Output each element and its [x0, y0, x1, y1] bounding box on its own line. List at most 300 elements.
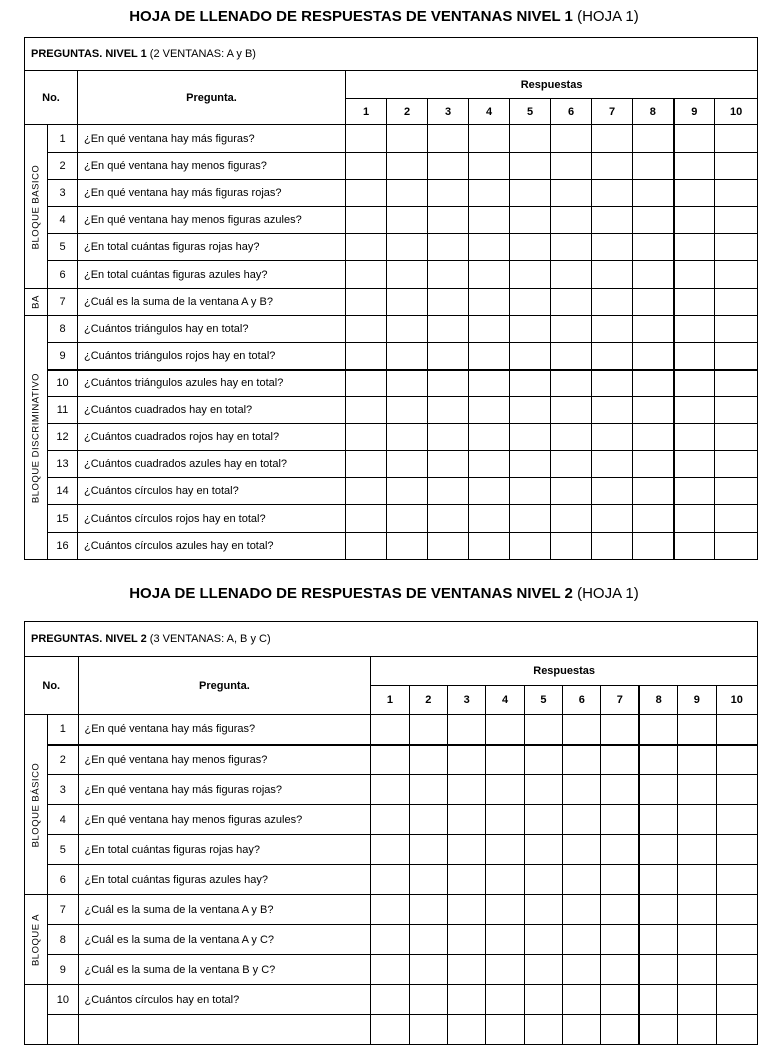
sheet1-answer-cell[interactable]	[469, 153, 510, 180]
sheet2-answer-cell[interactable]	[524, 865, 562, 895]
sheet1-answer-cell[interactable]	[346, 261, 387, 289]
sheet1-answer-cell[interactable]	[551, 370, 592, 397]
sheet1-answer-cell[interactable]	[510, 397, 551, 424]
sheet1-answer-cell[interactable]	[674, 478, 715, 505]
sheet1-question-row	[25, 261, 758, 289]
sheet2-answer-cell[interactable]	[371, 775, 409, 805]
sheet2-answer-cell[interactable]	[486, 715, 524, 745]
sheet1-answer-cell[interactable]	[592, 478, 633, 505]
sheet1-answer-cell[interactable]	[633, 478, 674, 505]
sheet2-answer-cell[interactable]	[486, 805, 524, 835]
sheet1-answer-cell[interactable]	[674, 370, 715, 397]
sheet1-answer-cell[interactable]	[387, 261, 428, 289]
sheet2-answer-cell[interactable]	[716, 1015, 757, 1045]
sheet1-answer-cell[interactable]	[387, 505, 428, 533]
sheet2-answer-cell[interactable]	[486, 865, 524, 895]
sheet1-answer-cell[interactable]	[674, 234, 715, 261]
sheet1-answer-cell[interactable]	[674, 533, 715, 560]
sheet2-caption-normal: (3 VENTANAS: A, B y C)	[146, 633, 271, 645]
sheet1-question-row	[25, 234, 758, 261]
sheet1-answer-cell[interactable]	[469, 478, 510, 505]
sheet1-answer-cell[interactable]	[387, 316, 428, 343]
sheet2-answer-cell[interactable]	[371, 745, 409, 775]
sheet1-answer-cell[interactable]	[510, 289, 551, 316]
sheet2-answer-cell[interactable]	[486, 985, 524, 1015]
sheet2-answer-cell[interactable]	[486, 835, 524, 865]
sheet1-answer-cell[interactable]	[510, 316, 551, 343]
sheet1-answer-cell[interactable]	[551, 533, 592, 560]
sheet1-answer-number: 8	[633, 99, 674, 125]
sheet1-answer-cell[interactable]	[551, 316, 592, 343]
sheet1-answer-cell[interactable]	[387, 343, 428, 370]
sheet1-answer-cell[interactable]	[346, 505, 387, 533]
sheet2-answer-cell[interactable]	[409, 955, 447, 985]
sheet1-answer-cell[interactable]	[510, 207, 551, 234]
sheet1-answer-cell[interactable]	[510, 234, 551, 261]
sheet2-answer-cell[interactable]	[601, 985, 639, 1015]
sheet1-answer-cell[interactable]	[551, 478, 592, 505]
sheet2-answer-cell[interactable]	[716, 955, 757, 985]
sheet1-answer-cell[interactable]	[551, 505, 592, 533]
sheet1-answer-cell[interactable]	[715, 207, 758, 234]
sheet1-answer-cell[interactable]	[633, 153, 674, 180]
sheet1-answer-cell[interactable]	[715, 316, 758, 343]
sheet1-question-number: 5	[48, 234, 78, 261]
sheet1-answer-cell[interactable]	[592, 343, 633, 370]
sheet1-question-number: 2	[48, 153, 78, 180]
sheet1-answer-cell[interactable]	[428, 343, 469, 370]
sheet1-answer-cell[interactable]	[715, 234, 758, 261]
sheet2-answer-cell[interactable]	[524, 985, 562, 1015]
sheet1-answer-cell[interactable]	[428, 316, 469, 343]
sheet1-answer-cell[interactable]	[346, 234, 387, 261]
sheet1-answer-cell[interactable]	[510, 451, 551, 478]
sheet1-answer-cell[interactable]	[633, 424, 674, 451]
sheet2-answer-cell[interactable]	[409, 745, 447, 775]
sheet2-answer-cell[interactable]	[409, 835, 447, 865]
sheet2-answer-cell[interactable]	[601, 1015, 639, 1045]
sheet1-answer-cell[interactable]	[428, 125, 469, 153]
sheet1-answer-cell[interactable]	[674, 289, 715, 316]
sheet1-answer-cell[interactable]	[469, 125, 510, 153]
sheet2-answer-cell[interactable]	[371, 865, 409, 895]
sheet2-answer-cell[interactable]	[639, 925, 677, 955]
sheet1-answer-cell[interactable]	[592, 316, 633, 343]
sheet2-answer-cell[interactable]	[371, 955, 409, 985]
sheet1-answer-cell[interactable]	[674, 343, 715, 370]
sheet2-answer-cell[interactable]	[601, 925, 639, 955]
sheet2-answer-cell[interactable]	[639, 745, 677, 775]
sheet2-answer-cell[interactable]	[678, 805, 716, 835]
sheet2-answer-cell[interactable]	[524, 1015, 562, 1045]
sheet1-answer-cell[interactable]	[592, 234, 633, 261]
sheet2-answer-cell[interactable]	[409, 775, 447, 805]
sheet2-answer-cell[interactable]	[486, 745, 524, 775]
sheet1-answer-cell[interactable]	[346, 533, 387, 560]
sheet1-answer-cell[interactable]	[715, 533, 758, 560]
sheet1-answer-cell[interactable]	[469, 234, 510, 261]
sheet2-answer-cell[interactable]	[716, 985, 757, 1015]
sheet2-answer-cell[interactable]	[716, 805, 757, 835]
sheet2-answer-cell[interactable]	[448, 895, 486, 925]
sheet2-answer-cell[interactable]	[448, 955, 486, 985]
sheet2-answer-cell[interactable]	[524, 835, 562, 865]
sheet2-answer-cell[interactable]	[563, 925, 601, 955]
sheet2-answer-cell[interactable]	[371, 715, 409, 745]
sheet2-answer-cell[interactable]	[448, 985, 486, 1015]
sheet1-question-text: ¿Cuál es la suma de la ventana A y B?	[78, 289, 346, 316]
sheet2-answer-cell[interactable]	[678, 985, 716, 1015]
sheet1-answer-cell[interactable]	[633, 505, 674, 533]
sheet2-question-number: 7	[48, 895, 78, 925]
sheet2-answer-cell[interactable]	[448, 805, 486, 835]
sheet1-answer-cell[interactable]	[346, 125, 387, 153]
sheet1-answer-cell[interactable]	[510, 261, 551, 289]
sheet2-answer-cell[interactable]	[448, 835, 486, 865]
sheet2-answer-cell[interactable]	[678, 895, 716, 925]
sheet2-answer-cell[interactable]	[716, 745, 757, 775]
sheet1-answer-cell[interactable]	[715, 478, 758, 505]
sheet2-answer-cell[interactable]	[448, 1015, 486, 1045]
sheet1-answer-cell[interactable]	[633, 533, 674, 560]
sheet2-answer-cell[interactable]	[716, 895, 757, 925]
sheet1-block-label: BLOQUE DISCRIMINATIVO	[30, 372, 42, 503]
sheet2-answer-cell[interactable]	[716, 835, 757, 865]
sheet1-answer-cell[interactable]	[428, 180, 469, 207]
sheet2-answer-cell[interactable]	[563, 745, 601, 775]
sheet2-answer-cell[interactable]	[639, 985, 677, 1015]
sheet2-answer-cell[interactable]	[371, 895, 409, 925]
sheet1-answer-cell[interactable]	[592, 451, 633, 478]
sheet2-answer-cell[interactable]	[409, 715, 447, 745]
sheet1-answer-cell[interactable]	[715, 505, 758, 533]
sheet2-answer-cell[interactable]	[486, 775, 524, 805]
sheet1-answer-cell[interactable]	[633, 397, 674, 424]
sheet1-answer-cell[interactable]	[387, 234, 428, 261]
sheet2-answer-cell[interactable]	[716, 925, 757, 955]
sheet1-answer-cell[interactable]	[387, 207, 428, 234]
sheet2-answer-cell[interactable]	[486, 1015, 524, 1045]
sheet2-answer-cell[interactable]	[639, 865, 677, 895]
sheet2-answer-cell[interactable]	[601, 895, 639, 925]
sheet1-answer-cell[interactable]	[551, 180, 592, 207]
sheet2-answer-cell[interactable]	[524, 955, 562, 985]
sheet2-answer-cell[interactable]	[639, 895, 677, 925]
sheet1-title-bold: HOJA DE LLENADO DE RESPUESTAS DE VENTANAS NIVEL 1	[129, 8, 573, 25]
sheet1-answer-cell[interactable]	[715, 343, 758, 370]
sheet2-answer-cell[interactable]	[601, 805, 639, 835]
sheet2-answer-cell[interactable]	[639, 955, 677, 985]
sheet2-answer-cell[interactable]	[563, 715, 601, 745]
sheet2-answer-cell[interactable]	[601, 775, 639, 805]
sheet2-answer-cell[interactable]	[409, 805, 447, 835]
sheet1-answer-cell[interactable]	[469, 533, 510, 560]
sheet1-answer-cell[interactable]	[428, 451, 469, 478]
sheet1-answer-cell[interactable]	[469, 289, 510, 316]
sheet1-answer-cell[interactable]	[674, 397, 715, 424]
sheet1-answer-cell[interactable]	[510, 533, 551, 560]
sheet2-answer-cell[interactable]	[563, 985, 601, 1015]
sheet1-answer-cell[interactable]	[592, 533, 633, 560]
sheet1-answer-cell[interactable]	[510, 505, 551, 533]
sheet1-caption-bold: PREGUNTAS. NIVEL 1	[31, 48, 147, 60]
sheet1-answer-cell[interactable]	[428, 261, 469, 289]
sheet2-answer-cell[interactable]	[601, 715, 639, 745]
sheet1-answer-cell[interactable]	[633, 289, 674, 316]
sheet1-answer-cell[interactable]	[551, 451, 592, 478]
sheet1-answer-cell[interactable]	[428, 424, 469, 451]
sheet1-question-text: ¿En qué ventana hay más figuras?	[78, 125, 346, 153]
sheet1-answer-cell[interactable]	[428, 207, 469, 234]
sheet1-header-no: No.	[25, 71, 78, 125]
sheet2-answer-cell[interactable]	[601, 835, 639, 865]
sheet2-answer-cell[interactable]	[409, 985, 447, 1015]
sheet2-answer-cell[interactable]	[601, 745, 639, 775]
sheet2-answer-cell[interactable]	[716, 775, 757, 805]
sheet1-answer-cell[interactable]	[469, 316, 510, 343]
sheet2-answer-cell[interactable]	[524, 745, 562, 775]
sheet2-answer-cell[interactable]	[371, 985, 409, 1015]
sheet2-answer-cell[interactable]	[678, 865, 716, 895]
sheet2-answer-cell[interactable]	[448, 745, 486, 775]
sheet2-answer-cell[interactable]	[524, 775, 562, 805]
sheet1-answer-number: 7	[592, 99, 633, 125]
sheet1-answer-cell[interactable]	[715, 261, 758, 289]
sheet1-answer-cell[interactable]	[469, 505, 510, 533]
sheet1-answer-cell[interactable]	[633, 370, 674, 397]
sheet2-answer-cell[interactable]	[486, 925, 524, 955]
sheet1-answer-cell[interactable]	[633, 316, 674, 343]
sheet2-answer-cell[interactable]	[409, 895, 447, 925]
sheet2-header-no: No.	[25, 657, 79, 715]
sheet2-answer-cell[interactable]	[371, 835, 409, 865]
sheet1-answer-cell[interactable]	[715, 153, 758, 180]
sheet1-answer-cell[interactable]	[715, 125, 758, 153]
sheet2-answer-cell[interactable]	[563, 895, 601, 925]
sheet1-answer-cell[interactable]	[346, 424, 387, 451]
sheet2-answer-number: 9	[678, 686, 716, 715]
sheet1-answer-cell[interactable]	[428, 533, 469, 560]
sheet1-answer-cell[interactable]	[633, 261, 674, 289]
sheet1-answer-cell[interactable]	[387, 397, 428, 424]
sheet1-answer-cell[interactable]	[428, 505, 469, 533]
sheet2-answer-cell[interactable]	[639, 1015, 677, 1045]
sheet1-header-respuestas: Respuestas	[346, 71, 758, 99]
sheet1-answer-cell[interactable]	[387, 180, 428, 207]
sheet2-question-text: ¿Cuántos círculos hay en total?	[78, 985, 371, 1015]
sheet1-answer-cell[interactable]	[510, 125, 551, 153]
sheet1-answer-cell[interactable]	[674, 316, 715, 343]
sheet1-answer-cell[interactable]	[592, 153, 633, 180]
sheet2-answer-cell[interactable]	[678, 775, 716, 805]
sheet1-answer-cell[interactable]	[551, 397, 592, 424]
sheet1-answer-cell[interactable]	[428, 397, 469, 424]
sheet2-answer-cell[interactable]	[563, 775, 601, 805]
sheet1-answer-cell[interactable]	[387, 533, 428, 560]
sheet2-answer-cell[interactable]	[524, 805, 562, 835]
sheet2-answer-cell[interactable]	[524, 925, 562, 955]
sheet1-answer-cell[interactable]	[346, 370, 387, 397]
sheet1-answer-cell[interactable]	[592, 505, 633, 533]
sheet1-answer-cell[interactable]	[387, 478, 428, 505]
sheet1-answer-cell[interactable]	[592, 207, 633, 234]
sheet2-answer-cell[interactable]	[678, 835, 716, 865]
sheet1-answer-cell[interactable]	[674, 451, 715, 478]
sheet2-answer-cell[interactable]	[448, 715, 486, 745]
sheet1-answer-cell[interactable]	[346, 153, 387, 180]
sheet1-answer-cell[interactable]	[387, 125, 428, 153]
sheet1-answer-cell[interactable]	[715, 451, 758, 478]
sheet2-answer-cell[interactable]	[371, 805, 409, 835]
sheet2-caption	[25, 622, 758, 657]
sheet1-answer-cell[interactable]	[633, 125, 674, 153]
sheet2-answer-cell[interactable]	[639, 805, 677, 835]
sheet1-answer-cell[interactable]	[510, 153, 551, 180]
sheet1-answer-cell[interactable]	[592, 125, 633, 153]
sheet1-answer-cell[interactable]	[674, 505, 715, 533]
sheet1-question-row	[25, 207, 758, 234]
sheet2-answer-cell[interactable]	[678, 955, 716, 985]
sheet1-answer-cell[interactable]	[346, 316, 387, 343]
sheet1-answer-cell[interactable]	[387, 370, 428, 397]
sheet1-answer-cell[interactable]	[674, 207, 715, 234]
sheet1-answer-cell[interactable]	[469, 207, 510, 234]
sheet2-answer-cell[interactable]	[371, 925, 409, 955]
sheet1-answer-cell[interactable]	[633, 451, 674, 478]
sheet2-answer-cell[interactable]	[716, 715, 757, 745]
sheet1-answer-cell[interactable]	[428, 289, 469, 316]
sheet1-answer-cell[interactable]	[346, 180, 387, 207]
sheet1-answer-cell[interactable]	[551, 424, 592, 451]
sheet2-answer-cell[interactable]	[448, 865, 486, 895]
sheet2-answer-cell[interactable]	[371, 1015, 409, 1045]
sheet1-answer-cell[interactable]	[346, 207, 387, 234]
sheet1-answer-cell[interactable]	[633, 234, 674, 261]
sheet2-answer-cell[interactable]	[601, 955, 639, 985]
sheet2-answer-cell[interactable]	[486, 955, 524, 985]
sheet1-answer-cell[interactable]	[469, 343, 510, 370]
sheet2-question-number: 9	[48, 955, 78, 985]
sheet1-answer-cell[interactable]	[346, 397, 387, 424]
sheet1-answer-cell[interactable]	[551, 153, 592, 180]
sheet1-answer-cell[interactable]	[551, 125, 592, 153]
sheet2-block-label: BLOQUE A	[30, 913, 42, 966]
sheet1-answer-cell[interactable]	[469, 397, 510, 424]
sheet1-answer-cell[interactable]	[510, 343, 551, 370]
sheet1-answer-cell[interactable]	[469, 261, 510, 289]
sheet2-answer-cell[interactable]	[563, 865, 601, 895]
sheet2-question-row	[25, 925, 758, 955]
sheet1-answer-cell[interactable]	[469, 451, 510, 478]
sheet1-answer-cell[interactable]	[551, 207, 592, 234]
sheet1-answer-cell[interactable]	[592, 180, 633, 207]
sheet2-answer-cell[interactable]	[563, 955, 601, 985]
sheet1-answer-cell[interactable]	[715, 397, 758, 424]
sheet1-answer-cell[interactable]	[387, 424, 428, 451]
sheet1-answer-cell[interactable]	[469, 180, 510, 207]
sheet1-answer-cell[interactable]	[346, 478, 387, 505]
sheet2-answer-cell[interactable]	[409, 1015, 447, 1045]
sheet1-answer-cell[interactable]	[510, 478, 551, 505]
sheet1-answer-cell[interactable]	[551, 343, 592, 370]
sheet1-answer-cell[interactable]	[674, 180, 715, 207]
sheet2-answer-cell[interactable]	[448, 775, 486, 805]
sheet1-answer-cell[interactable]	[633, 180, 674, 207]
sheet2-answer-cell[interactable]	[409, 865, 447, 895]
sheet2-answer-cell[interactable]	[563, 1015, 601, 1045]
sheet2-block-label-cell	[25, 985, 48, 1045]
sheet1-answer-cell[interactable]	[674, 424, 715, 451]
sheet2-answer-cell[interactable]	[563, 835, 601, 865]
sheet1-answer-cell[interactable]	[387, 451, 428, 478]
sheet1-answer-cell[interactable]	[633, 207, 674, 234]
sheet1-answer-cell[interactable]	[592, 261, 633, 289]
sheet2-answer-cell[interactable]	[486, 895, 524, 925]
sheet2-answer-cell[interactable]	[678, 1015, 716, 1045]
sheet1-question-number: 15	[48, 505, 78, 533]
sheet1-answer-cell[interactable]	[346, 289, 387, 316]
sheet1-answer-cell[interactable]	[592, 397, 633, 424]
sheet2-answer-cell[interactable]	[678, 745, 716, 775]
sheet1-answer-cell[interactable]	[469, 424, 510, 451]
sheet2-answer-cell[interactable]	[524, 895, 562, 925]
sheet2-answer-cell[interactable]	[716, 865, 757, 895]
sheet1-question-text: ¿En qué ventana hay menos figuras azules?	[78, 207, 346, 234]
sheet1-question-number: 8	[48, 316, 78, 343]
sheet1-answer-cell[interactable]	[510, 180, 551, 207]
sheet1-answer-cell[interactable]	[346, 343, 387, 370]
sheet1-answer-cell[interactable]	[715, 370, 758, 397]
sheet1-answer-cell[interactable]	[387, 153, 428, 180]
sheet1-answer-cell[interactable]	[715, 289, 758, 316]
sheet1-answer-cell[interactable]	[674, 125, 715, 153]
sheet2-question-text: ¿En qué ventana hay más figuras?	[78, 715, 371, 745]
sheet1-answer-cell[interactable]	[592, 289, 633, 316]
sheet2-answer-cell[interactable]	[448, 925, 486, 955]
sheet2-answer-cell[interactable]	[639, 715, 677, 745]
sheet1-answer-cell[interactable]	[551, 234, 592, 261]
sheet1-answer-cell[interactable]	[428, 478, 469, 505]
sheet1-answer-cell[interactable]	[592, 370, 633, 397]
sheet2-answer-cell[interactable]	[563, 805, 601, 835]
sheet2-answer-cell[interactable]	[601, 865, 639, 895]
sheet1-answer-cell[interactable]	[428, 234, 469, 261]
sheet2-answer-cell[interactable]	[639, 835, 677, 865]
sheet1-answer-cell[interactable]	[469, 370, 510, 397]
sheet2-answer-cell[interactable]	[409, 925, 447, 955]
sheet1-answer-cell[interactable]	[715, 180, 758, 207]
sheet1-answer-cell[interactable]	[346, 451, 387, 478]
sheet1-answer-cell[interactable]	[510, 424, 551, 451]
sheet2-answer-cell[interactable]	[639, 775, 677, 805]
sheet1-answer-cell[interactable]	[551, 261, 592, 289]
sheet1-answer-cell[interactable]	[387, 289, 428, 316]
sheet1-answer-cell[interactable]	[715, 424, 758, 451]
sheet1-answer-cell[interactable]	[428, 153, 469, 180]
sheet1-answer-cell[interactable]	[551, 289, 592, 316]
sheet1-answer-cell[interactable]	[428, 370, 469, 397]
sheet1-answer-cell[interactable]	[674, 153, 715, 180]
sheet2-answer-cell[interactable]	[678, 715, 716, 745]
sheet1-answer-cell[interactable]	[592, 424, 633, 451]
sheet1-question-text: ¿En qué ventana hay menos figuras?	[78, 153, 346, 180]
sheet1-answer-cell[interactable]	[674, 261, 715, 289]
sheet1-answer-number: 5	[510, 99, 551, 125]
sheet2-answer-cell[interactable]	[524, 715, 562, 745]
sheet1-answer-cell[interactable]	[633, 343, 674, 370]
sheet2-answer-cell[interactable]	[678, 925, 716, 955]
sheet1-answer-cell[interactable]	[510, 370, 551, 397]
